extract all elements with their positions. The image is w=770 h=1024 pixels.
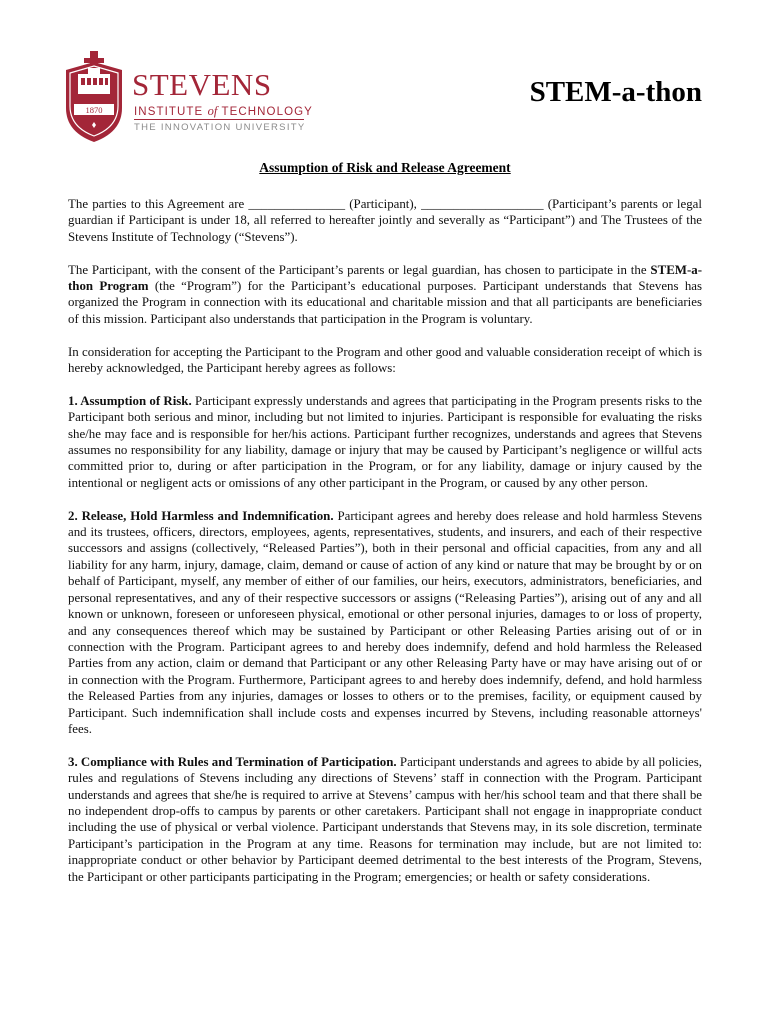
- logo-wordmark: STEVENS: [132, 67, 272, 102]
- logo-subtitle: INSTITUTE of TECHNOLOGY: [134, 104, 313, 118]
- consideration-paragraph: In consideration for accepting the Participant to the Program and other good and valuable consideration receipt of which is hereby acknowledged, the Participant hereby agrees as follows:: [68, 344, 702, 376]
- document-title: STEM-a-thon: [529, 76, 702, 108]
- program-paragraph: The Participant, with the consent of the Participant’s parents or legal guardian, has chosen to participate in the STEM-a-thon Program (the “Program”) for the Participant’s educational purposes. Participant understands that Stevens has organized the Program in connection with its educational and charitable mission and that all participants are beneficiaries of this mission. Participant also understands that participation in the Program is voluntary.: [68, 262, 702, 326]
- stevens-logo: [64, 48, 313, 148]
- agreement-body: [68, 196, 702, 901]
- parties-paragraph: The parties to this Agreement are _______________ (Participant), ___________________ (Participant’s parents or legal guardian if Participant is under 18, all referred to hereafter jointly and severally as “Participant”) and The Trustees of the Stevens Institute of Technology (“Stevens”).: [68, 197, 702, 244]
- shield-crest-icon: [64, 48, 124, 144]
- agreement-heading: Assumption of Risk and Release Agreement: [259, 160, 511, 175]
- section-title: 1. Assumption of Risk.: [68, 393, 192, 408]
- logo-year: 1870: [85, 105, 103, 115]
- logo-tagline: THE INNOVATION UNIVERSITY: [134, 122, 306, 133]
- section-assumption-of-risk: 1. Assumption of Risk. Participant expressly understands and agrees that participating in the Program presents risks to the Participant both serious and minor, including but not limited to injuries. Participant is responsible for evaluating the risks she/he may face and is responsible for her/his actions. Participant further recognizes, understands and agrees that Stevens assumes no responsibility for any liability, damage or injury that may be caused by Participant’s negligence or willful acts committed prior to, during or after participation in the Program, or for any liability, damage or injury caused by the intentional or negligent acts or omissions of any other participant in the Program, or caused by any other person.: [68, 393, 702, 490]
- section-title: 2. Release, Hold Harmless and Indemnification.: [68, 508, 334, 523]
- logo-divider: [134, 119, 304, 120]
- section-compliance-termination: 3. Compliance with Rules and Termination of Participation. Participant understands and agrees to abide by all policies, rules and regulations of Stevens including any directions of Stevens’ staff in connection with the Program. Participant understands and agrees that she/he is required to arrive at Stevens’ campus with her/his school team and that there shall be no independent drop-offs to campus by parents or other caretakers. Participant shall not engage in inappropriate conduct including the use of physical or verbal violence. Participant understands that Stevens may, in its sole discretion, terminate Participant’s participation in the Program at any time. Reasons for termination may include, but are not limited to: inappropriate conduct or other behavior by Participant deemed detrimental to the best interests of the Program, Stevens, the Participant or other participants participating in the Program; emergencies; or health or safety considerations.: [68, 754, 702, 884]
- section-title: 3. Compliance with Rules and Termination of Participation.: [68, 754, 397, 769]
- section-release-indemnification: 2. Release, Hold Harmless and Indemnification. Participant agrees and hereby does release and hold harmless Stevens and its trustees, officers, directors, employees, agents, representatives, students, and insurers, and each of their respective successors and assigns (collectively, “Released Parties”), both in their personal and official capacities, from any and all liability for any harm, injury, damage, claim, demand or cause of action of any kind or nature that may be brought by or on behalf of Participant, myself, any member of either of our families, our heirs, executors, administrators, beneficiaries, and personal representatives, and any of their respective successors or assigns (“Releasing Parties”), arising out of any and all known or unknown, foreseen or unforeseen physical, emotional or other personal injuries, damages to or loss of property, and any consequences thereof which may be sustained by Participant or other Releasing Parties arising out of or in connection with the Program. Participant agrees to and hereby does indemnify, defend and hold harmless the Released Parties from any action, claim or demand that Participant or any other Releasing Party have or may have arising out of or in connection with the Program. Furthermore, Participant agrees to and hereby does indemnify, defend, and hold harmless the Released Parties from any injuries, damages or losses to others or to the premises, facility, or equipment caused by Participant. Such indemnification shall include costs and expenses incurred by Stevens, including reasonable attorneys' fees.: [68, 508, 702, 736]
